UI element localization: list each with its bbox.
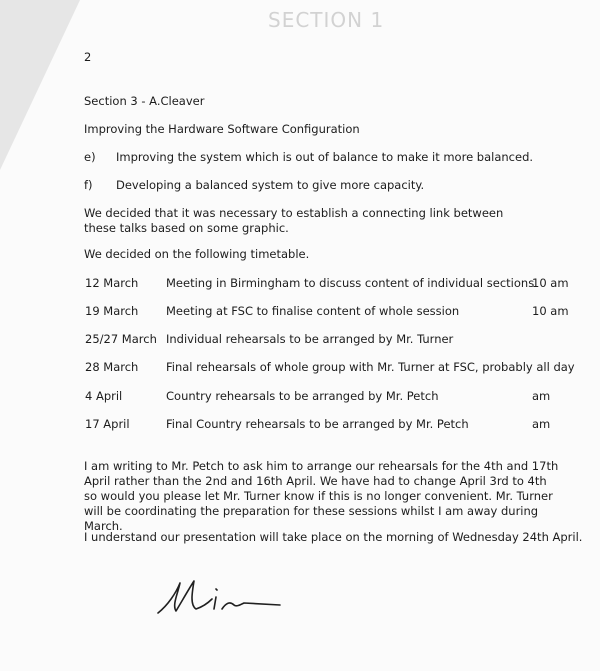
section-heading: Section 3 - A.Cleaver xyxy=(84,94,205,108)
timetable-date: 4 April xyxy=(85,389,123,403)
timetable-date: 25/27 March xyxy=(85,332,157,346)
paragraph-connecting-link: We decided that it was necessary to establish a connecting link between these talks based on some graphic. xyxy=(84,206,504,235)
timetable-event: Final Country rehearsals to be arranged by Mr. Petch xyxy=(166,417,469,431)
paragraph-presentation: I understand our presentation will take place on the morning of Wednesday 24th April. xyxy=(84,530,583,544)
timetable-row xyxy=(0,332,600,348)
page-number: 2 xyxy=(84,50,92,64)
timetable-event: Final rehearsals of whole group with Mr. Turner at FSC, probably all day xyxy=(166,360,575,374)
timetable-time: 10 am xyxy=(532,304,569,318)
timetable-date: 12 March xyxy=(85,276,139,290)
timetable-event: Country rehearsals to be arranged by Mr. Petch xyxy=(166,389,439,403)
item-text-f: Developing a balanced system to give more capacity. xyxy=(116,178,425,192)
timetable-event: Meeting in Birmingham to discuss content of individual sections xyxy=(166,276,535,290)
bleed-through-title: SECTION 1 xyxy=(268,8,385,32)
item-marker-e: e) xyxy=(84,150,96,164)
timetable-event: Individual rehearsals to be arranged by Mr. Turner xyxy=(166,332,454,346)
item-text-e: Improving the system which is out of balance to make it more balanced. xyxy=(116,150,534,164)
timetable-date: 17 April xyxy=(85,417,130,431)
timetable-time: 10 am xyxy=(532,276,569,290)
subject-line: Improving the Hardware Software Configuration xyxy=(84,122,360,136)
timetable-row xyxy=(0,304,600,320)
timetable-row xyxy=(0,417,600,433)
timetable-time: am xyxy=(532,417,551,431)
timetable-row xyxy=(0,389,600,405)
paragraph-rehearsal-letter: I am writing to Mr. Petch to ask him to arrange our rehearsals for the 4th and 17th April rather than the 2nd and 16th April. We have had to change April 3rd to 4th so would you please let Mr. Turner know if this is no longer convenient. Mr. Turner will be coordinating the preparation for these sessions whilst I am away during March. xyxy=(84,459,559,533)
timetable-date: 28 March xyxy=(85,360,139,374)
paper-corner-shadow xyxy=(0,0,80,170)
timetable-date: 19 March xyxy=(85,304,139,318)
timetable-row xyxy=(0,360,600,376)
item-marker-f: f) xyxy=(84,178,93,192)
timetable-row xyxy=(0,276,600,292)
timetable-event: Meeting at FSC to finalise content of whole session xyxy=(166,304,460,318)
timetable-time: am xyxy=(532,389,551,403)
paragraph-timetable-intro: We decided on the following timetable. xyxy=(84,247,310,261)
signature-scribble xyxy=(150,575,300,625)
